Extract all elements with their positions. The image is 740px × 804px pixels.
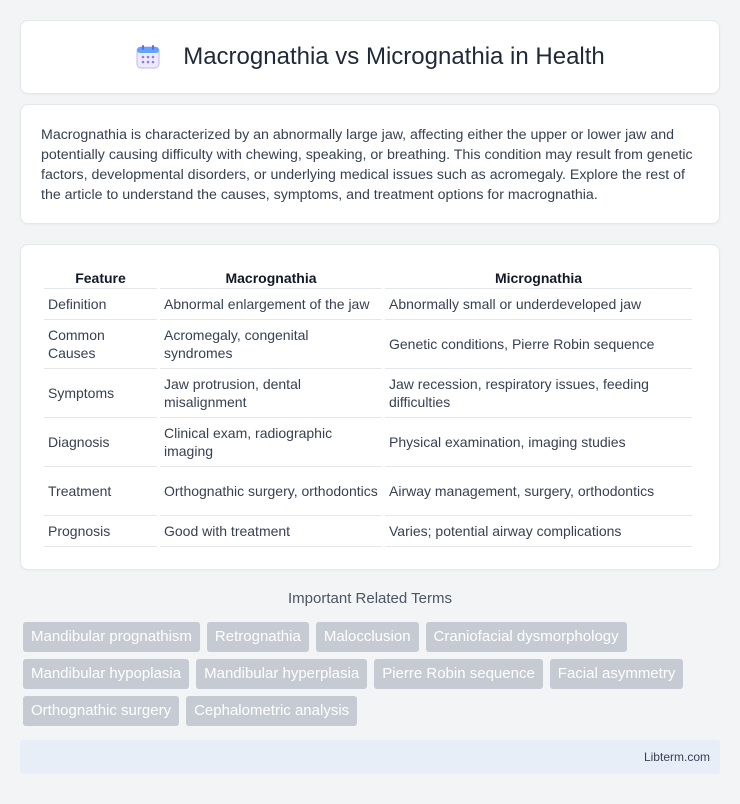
related-term-tag[interactable]: Mandibular prognathism [23,622,200,652]
table-cell: Airway management, surgery, orthodontics [385,467,692,516]
table-cell: Abnormal enlargement of the jaw [160,289,382,320]
related-term-tag[interactable]: Mandibular hypoplasia [23,659,189,689]
table-header-macrognathia: Macrognathia [160,265,382,289]
table-header-micrognathia: Micrognathia [385,265,692,289]
table-cell: Good with treatment [160,516,382,547]
related-term-tag[interactable]: Facial asymmetry [550,659,684,689]
comparison-table-card [20,244,720,570]
table-cell: Symptoms [44,369,157,418]
related-term-tag[interactable]: Orthognathic surgery [23,696,179,726]
related-term-tag[interactable]: Retrognathia [207,622,309,652]
table-cell: Treatment [44,467,157,516]
footer [20,740,720,774]
table-cell: Common Causes [44,320,157,369]
table-cell: Genetic conditions, Pierre Robin sequence [385,320,692,369]
header-card [20,20,720,94]
related-terms-list [23,622,723,733]
table-cell: Varies; potential airway complications [385,516,692,547]
comparison-table [41,265,695,547]
related-term-tag[interactable]: Craniofacial dysmorphology [426,622,627,652]
page-title: Macrognathia vs Micrognathia in Health [183,43,605,70]
footer-brand-link[interactable]: Libterm.com [643,750,710,764]
table-cell: Diagnosis [44,418,157,467]
table-cell: Abnormally small or underdeveloped jaw [385,289,692,320]
table-cell: Acromegaly, congenital syndromes [160,320,382,369]
table-cell: Jaw protrusion, dental misalignment [160,369,382,418]
table-row [44,289,692,320]
intro-card [20,104,720,224]
table-cell: Physical examination, imaging studies [385,418,692,467]
table-row [44,320,692,369]
calendar-icon [135,44,161,70]
table-header-feature: Feature [44,265,157,289]
table-row [44,418,692,467]
table-cell: Clinical exam, radiographic imaging [160,418,382,467]
table-cell: Definition [44,289,157,320]
table-row [44,369,692,418]
table-cell: Prognosis [44,516,157,547]
table-row [44,516,692,547]
table-cell: Jaw recession, respiratory issues, feeding difficulties [385,369,692,418]
related-term-tag[interactable]: Cephalometric analysis [186,696,357,726]
table-row [44,467,692,516]
related-term-tag[interactable]: Mandibular hyperplasia [196,659,367,689]
table-cell: Orthognathic surgery, orthodontics [160,467,382,516]
related-term-tag[interactable]: Pierre Robin sequence [374,659,543,689]
related-term-tag[interactable]: Malocclusion [316,622,419,652]
intro-paragraph: Macrognathia is characterized by an abnormally large jaw, affecting either the upper or lower jaw and potentially causing difficulty with chewing, speaking, or breathing. This condition may result from genetic factors, developmental disorders, or underlying medical issues such as acromegaly. Explore the rest of the article to understand the causes, symptoms, and treatment options for macrognathia. [41,127,693,203]
related-terms-heading: Important Related Terms [288,590,452,607]
